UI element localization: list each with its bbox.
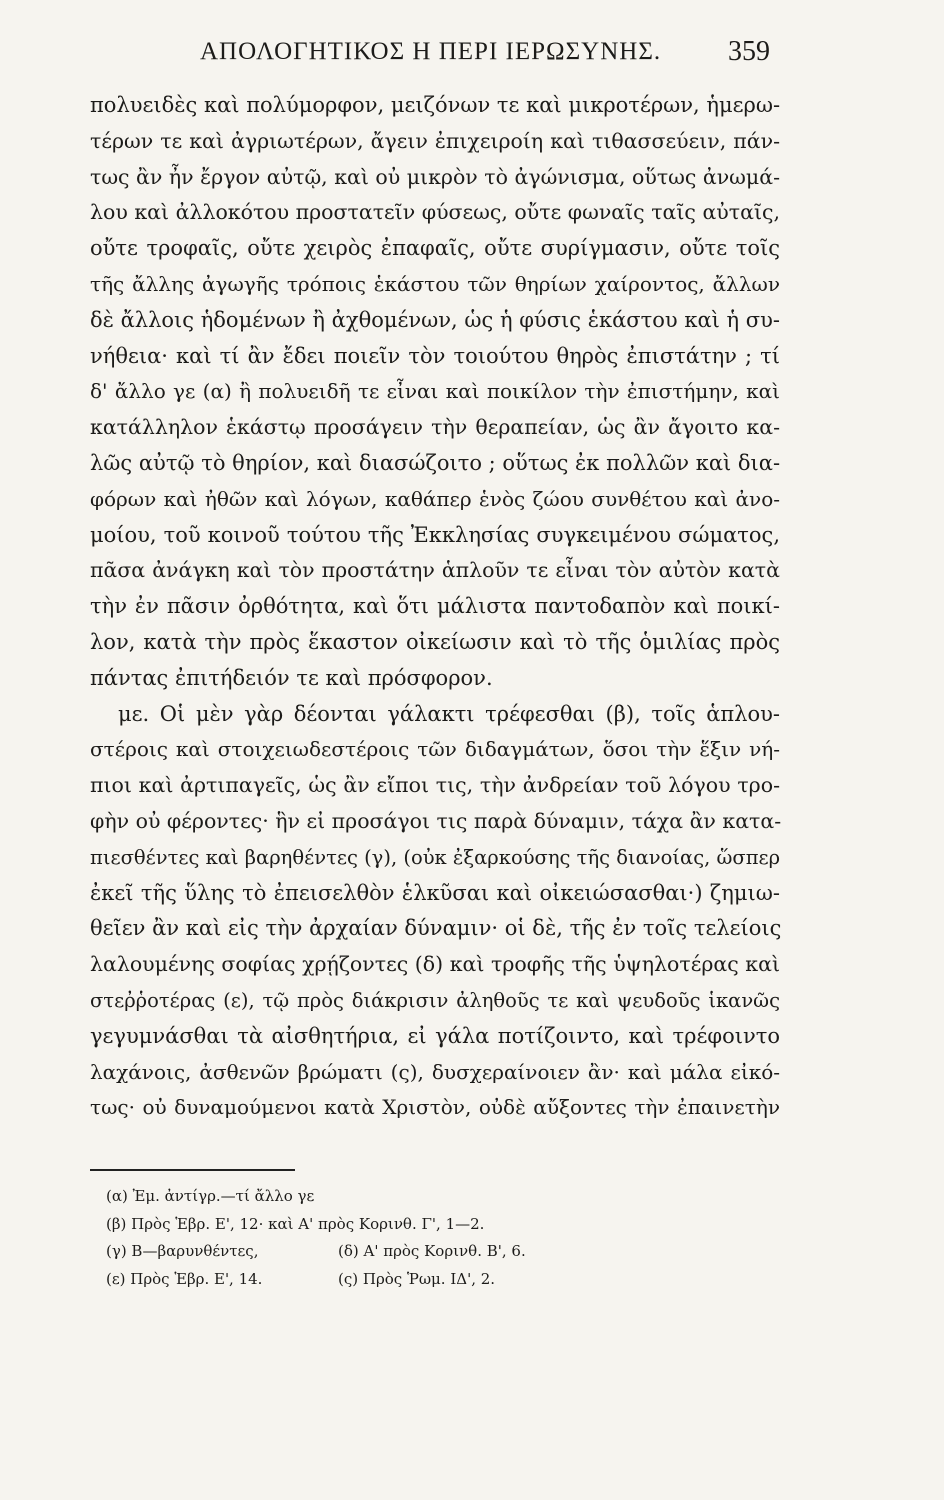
- text-line: λαλουμένης σοφίας χρῄζοντες (δ) καὶ τροφῆς τῆς ὑψηλοτέρας καὶ: [90, 952, 780, 977]
- footnote-b: (β) Πρὸς Ἑβρ. Ε', 12· καὶ Α' πρὸς Κορινθ. Γ', 1—2.: [106, 1214, 485, 1233]
- text-line: τέρων τε καὶ ἀγριωτέρων, ἄγειν ἐπιχειροίη καὶ τιθασσεύειν, πάν-: [90, 128, 780, 153]
- text-line: πολυειδὲς καὶ πολύμορφον, μειζόνων τε καὶ μικροτέρων, ἡμερω-: [90, 93, 781, 117]
- footnote-e: (ε) Πρὸς Ἑβρ. Ε', 14.: [106, 1269, 263, 1288]
- text-line: πιεσθέντες καὶ βαρηθέντες (γ), (οὐκ ἐξαρκούσης τῆς διανοίας, ὥσπερ: [90, 845, 781, 869]
- footnote-row: [106, 1238, 726, 1266]
- text-line: πιοι καὶ ἀρτιπαγεῖς, ὡς ἂν εἴποι τις, τὴν ἀνδρείαν τοῦ λόγου τρο-: [90, 773, 780, 798]
- body-text: [90, 88, 780, 1126]
- text-line: λον, κατὰ τὴν πρὸς ἕκαστον οἰκείωσιν καὶ τὸ τῆς ὁμιλίας πρὸς: [90, 629, 780, 654]
- text-line: τὴν ἐν πᾶσιν ὀρθότητα, καὶ ὅτι μάλιστα παντοδαπὸν καὶ ποικί-: [90, 594, 780, 619]
- text-line: νήθεια· καὶ τί ἂν ἔδει ποιεῖν τὸν τοιούτου θηρὸς ἐπιστάτην ; τί: [90, 343, 780, 368]
- running-title: ΑΠΟΛΟΓΗΤΙΚΟΣ Η ΠΕΡΙ ΙΕΡΩΣΥΝΗΣ.: [200, 38, 662, 65]
- text-line: δὲ ἄλλοις ἡδομένων ἢ ἀχθομένων, ὡς ἡ φύσις ἑκάστου καὶ ἡ συ-: [90, 307, 780, 332]
- text-line: τῆς ἄλλης ἀγωγῆς τρόποις ἑκάστου τῶν θηρίων χαίροντος, ἄλλων: [90, 271, 780, 296]
- text-line: λου καὶ ἀλλοκότου προστατεῖν φύσεως, οὔτε φωναῖς ταῖς αὐταῖς,: [90, 200, 780, 225]
- footnotes: [106, 1183, 726, 1293]
- text-line: λαχάνοις, ἀσθενῶν βρώματι (ς), δυσχεραίνοιεν ἂν· καὶ μάλα εἰκό-: [90, 1059, 780, 1084]
- text-line: τως· οὐ δυναμούμενοι κατὰ Χριστὸν, οὐδὲ αὔξοντες τὴν ἐπαινετὴν: [90, 1095, 780, 1120]
- footnote-row: [106, 1211, 726, 1239]
- paragraph-end-line: πάντας ἐπιτήδειόν τε καὶ πρόσφορον.: [90, 665, 493, 690]
- footnote-divider: [90, 1169, 295, 1171]
- section-start-line: με. Οἱ μὲν γὰρ δέονται γάλακτι τρέφεσθαι (β), τοῖς ἁπλου-: [118, 701, 780, 726]
- footnote-row: [106, 1183, 726, 1211]
- text-line: κατάλληλον ἑκάστῳ προσάγειν τὴν θεραπείαν, ὡς ἂν ἄγοιτο κα-: [90, 415, 780, 440]
- footnote-a: (α) Ἐμ. ἀντίγρ.—τί ἄλλο γε: [106, 1187, 315, 1205]
- text-line: λῶς αὐτῷ τὸ θηρίον, καὶ διασώζοιτο ; οὕτως ἐκ πολλῶν καὶ δια-: [90, 450, 781, 475]
- text-line: οὔτε τροφαῖς, οὔτε χειρὸς ἐπαφαῖς, οὔτε συρίγμασιν, οὔτε τοῖς: [90, 236, 780, 261]
- text-line: στέροις καὶ στοιχειωδεστέροις τῶν διδαγμάτων, ὅσοι τὴν ἕξιν νή-: [90, 737, 780, 762]
- text-line: γεγυμνάσθαι τὰ αἰσθητήρια, εἰ γάλα ποτίζοιντο, καὶ τρέφοιντο: [90, 1023, 780, 1048]
- footnote-f: (ς) Πρὸς Ῥωμ. ΙΔ', 2.: [338, 1269, 496, 1288]
- text-line: ἐκεῖ τῆς ὕλης τὸ ἐπεισελθὸν ἑλκῦσαι καὶ οἰκειώσασθαι·) ζημιω-: [90, 880, 780, 905]
- text-line: στεῤῥοτέρας (ε), τῷ πρὸς διάκρισιν ἀληθοῦς τε καὶ ψευδοῦς ἱκανῶς: [90, 988, 780, 1012]
- footnote-d: (δ) Α' πρὸς Κορινθ. Β', 6.: [338, 1242, 526, 1260]
- text-line: τως ἂν ἦν ἔργον αὐτῷ, καὶ οὐ μικρὸν τὸ ἀγώνισμα, οὕτως ἀνωμά-: [90, 164, 780, 189]
- footnote-row: [106, 1266, 726, 1294]
- page-number: 359: [728, 36, 770, 67]
- text-line: φὴν οὐ φέροντες· ἣν εἰ προσάγοι τις παρὰ δύναμιν, τάχα ἂν κατα-: [90, 808, 782, 833]
- text-line: φόρων καὶ ἠθῶν καὶ λόγων, καθάπερ ἑνὸς ζώου συνθέτου καὶ ἀνο-: [90, 486, 780, 511]
- text-line: θεῖεν ἂν καὶ εἰς τὴν ἀρχαίαν δύναμιν· οἱ δὲ, τῆς ἐν τοῖς τελείοις: [90, 916, 782, 941]
- footnote-c: (γ) Β—βαρυνθέντες,: [106, 1242, 259, 1260]
- text-line: μοίου, τοῦ κοινοῦ τούτου τῆς Ἐκκλησίας συγκειμένου σώματος,: [90, 522, 780, 547]
- text-line: δ' ἄλλο γε (α) ἢ πολυειδῆ τε εἶναι καὶ ποικίλον τὴν ἐπιστήμην, καὶ: [90, 379, 780, 404]
- text-line: πᾶσα ἀνάγκη καὶ τὸν προστάτην ἁπλοῦν τε εἶναι τὸν αὐτὸν κατὰ: [90, 558, 780, 583]
- page-header: [90, 38, 770, 78]
